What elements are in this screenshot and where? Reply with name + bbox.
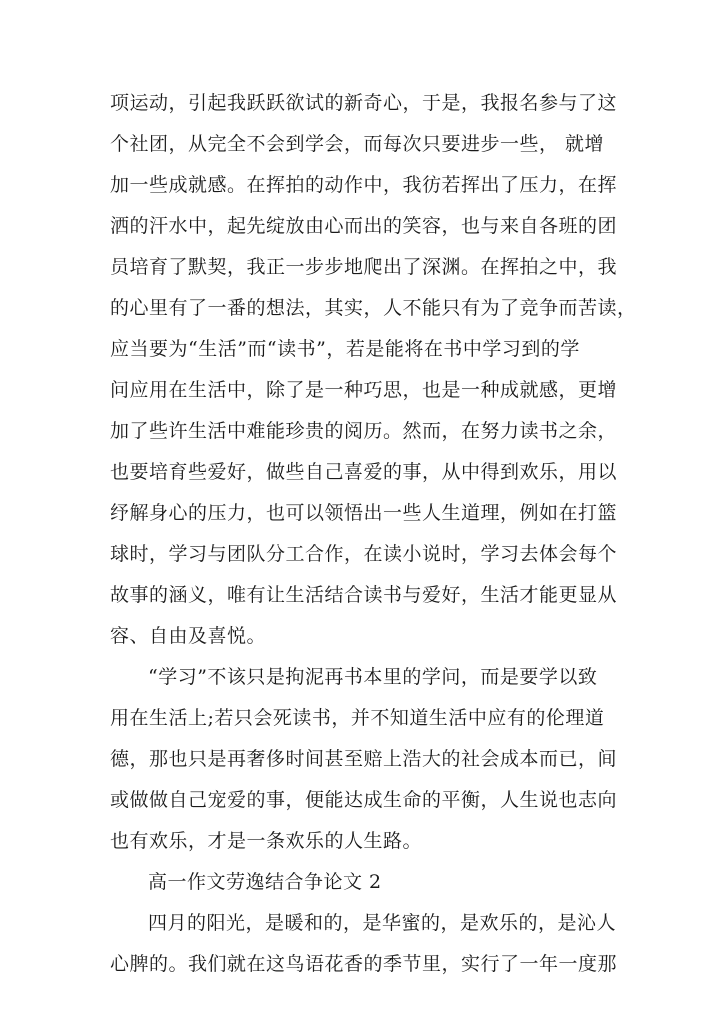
paragraph-line: 加了些许生活中难能珍贵的阅历。然而，在努力读书之余，	[110, 420, 618, 442]
paragraph-line: 的心里有了一番的想法，其实，人不能只有为了竞争而苦读，	[110, 297, 637, 319]
paragraph-line: 应当要为“生活”而“读书”，若是能将在书中学习到的学	[110, 338, 580, 360]
paragraph-line: 德，那也只是再奢侈时间甚至赔上浩大的社会成本而已，间	[110, 748, 618, 770]
paragraph-line: 四月的阳光，是暖和的，是华蜜的，是欢乐的，是沁人	[148, 912, 617, 934]
paragraph-line: 用在生活上;若只会死读书，并不知道生活中应有的伦理道	[110, 707, 605, 729]
paragraph-line: 加一些成就感。在挥拍的动作中，我彷若挥出了压力，在挥	[110, 174, 618, 196]
section-title: 高一作文劳逸结合争论文 2	[148, 871, 382, 893]
paragraph-line: “学习”不该只是拘泥再书本里的学问，而是要学以致	[148, 666, 598, 688]
paragraph-line: 项运动，引起我跃跃欲试的新奇心，于是，我报名参与了这	[110, 92, 618, 114]
paragraph-line: 也要培育些爱好，做些自己喜爱的事，从中得到欢乐，用以	[110, 461, 618, 483]
paragraph-line: 个社团，从完全不会到学会，而每次只要进步一些， 就增	[110, 133, 605, 155]
paragraph-line: 或做做自己宠爱的事，便能达成生命的平衡，人生说也志向	[110, 789, 618, 811]
paragraph-line: 也有欢乐，才是一条欢乐的人生路。	[110, 830, 423, 852]
paragraph-line: 洒的汗水中，起先绽放由心而出的笑容，也与来自各班的团	[110, 215, 618, 237]
paragraph-line: 球时，学习与团队分工合作，在读小说时，学习去体会每个	[110, 543, 618, 565]
paragraph-line: 心脾的。我们就在这鸟语花香的季节里，实行了一年一度那	[110, 953, 618, 975]
paragraph-line: 纾解身心的压力，也可以领悟出一些人生道理，例如在打篮	[110, 502, 618, 524]
paragraph-line: 故事的涵义，唯有让生活结合读书与爱好，生活才能更显从	[110, 584, 618, 606]
paragraph-line: 容、自由及喜悦。	[110, 625, 267, 647]
paragraph-line: 员培育了默契，我正一步步地爬出了深渊。在挥拍之中，我	[110, 256, 618, 278]
paragraph-line: 问应用在生活中，除了是一种巧思，也是一种成就感，更增	[110, 379, 618, 401]
